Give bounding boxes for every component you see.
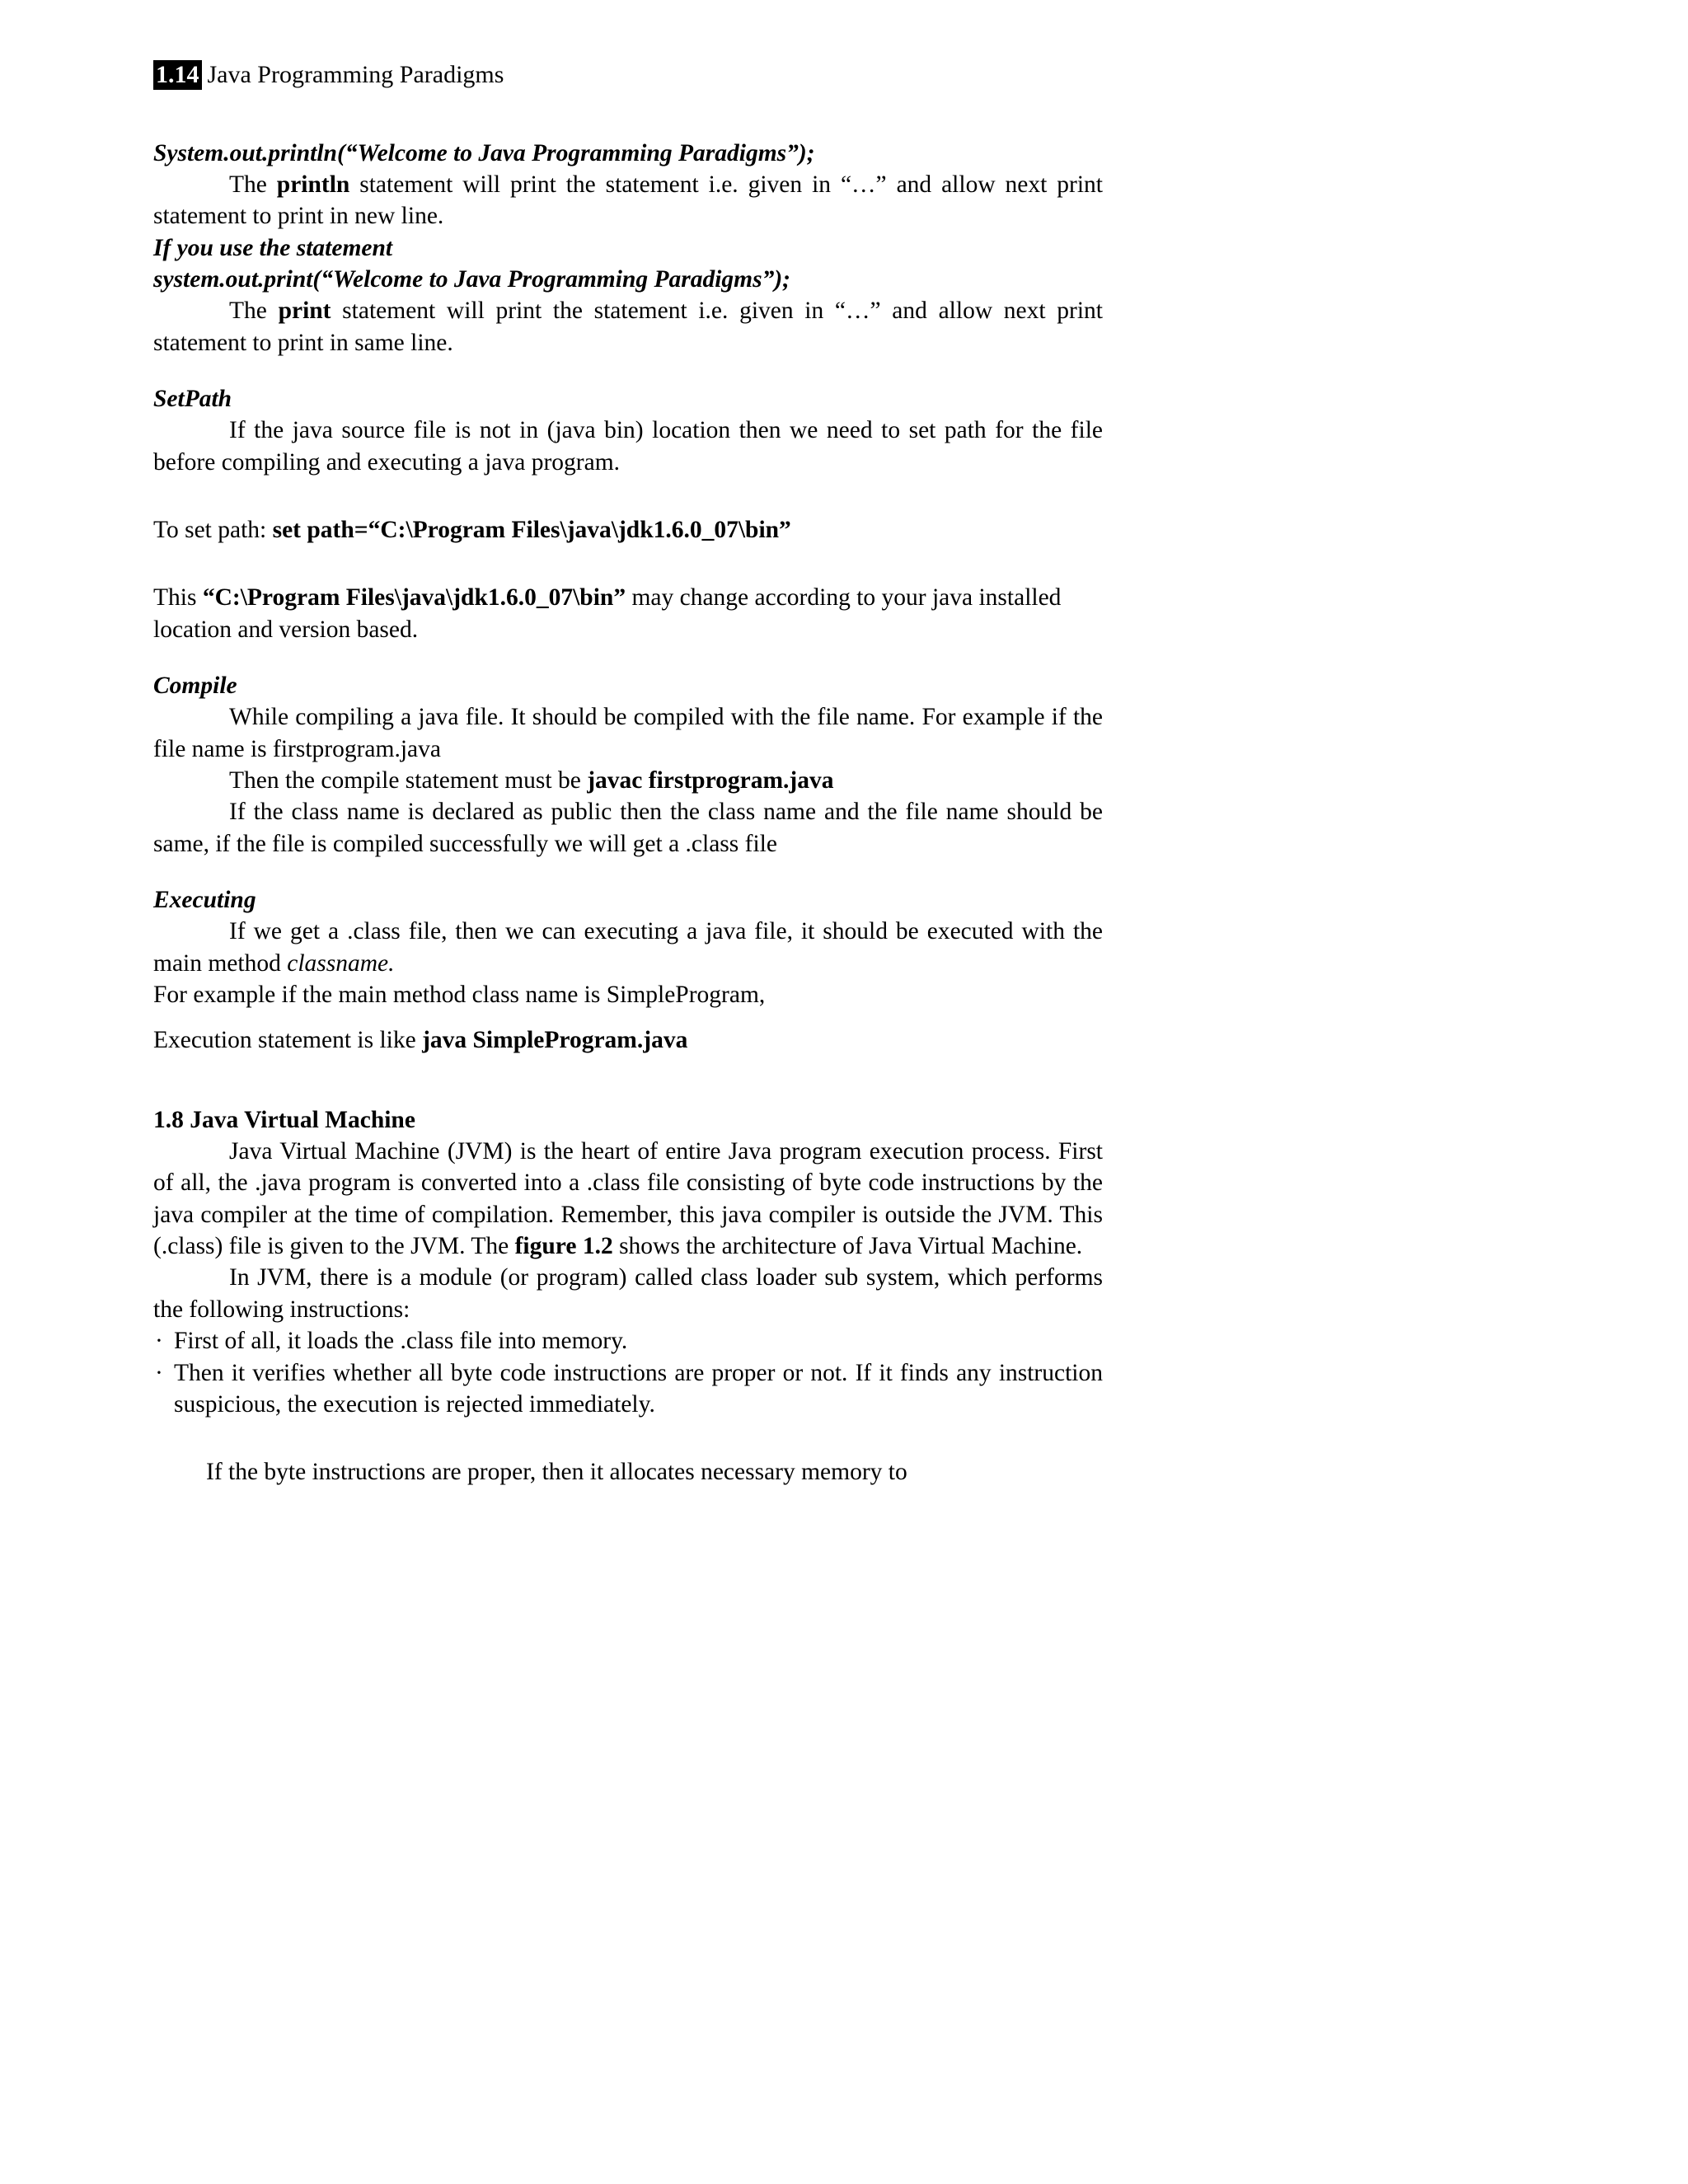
setpath-note-post: may change according to your java installed location and version based. xyxy=(153,584,1062,643)
executing-heading: Executing xyxy=(153,887,256,914)
setpath-note-path: “C:\Program Files\java\jdk1.6.0_07\bin” xyxy=(202,584,626,612)
print-intro-line: If you use the statement xyxy=(153,234,393,261)
print-code-line: system.out.print(“Welcome to Java Programming Paradigms”); xyxy=(153,265,790,293)
jvm-para-3-text: If the byte instructions are proper, then it allocates necessary memory to xyxy=(206,1459,907,1486)
compile-para-1-text: While compiling a java file. It should be compiled with the file name. For example if the file name is firstprogram.java xyxy=(153,704,1103,762)
setpath-heading: SetPath xyxy=(153,385,232,412)
jvm-para-1-b: shows the architecture of Java Virtual Machine. xyxy=(612,1233,1083,1260)
compile-para-3 xyxy=(153,796,1103,860)
setpath-body-text: If the java source file is not in (java bin) location then we need to set path for the file before compiling and executing a java program. xyxy=(153,417,1103,476)
print-explanation-post: statement will print the statement i.e. given in “…” and allow next print statement to print in same line. xyxy=(153,298,1103,356)
jvm-para-2 xyxy=(153,1262,1103,1325)
setpath-note-pre: This xyxy=(153,584,203,612)
bullet-dot-icon: · xyxy=(155,1328,163,1355)
compile-para-3-text: If the class name is declared as public then the class name and the file name should be same, if the file is compiled successfully we will get a .class file xyxy=(153,799,1103,857)
list-item-text: First of all, it loads the .class file into memory. xyxy=(174,1328,628,1355)
running-head-number: 1.14 xyxy=(153,60,202,90)
jvm-para-1 xyxy=(153,1136,1103,1262)
javac-command: javac firstprogram.java xyxy=(587,767,834,794)
println-code-line: System.out.println(“Welcome to Java Programming Paradigms”); xyxy=(153,139,815,166)
running-head xyxy=(153,61,1103,90)
executing-para-3 xyxy=(153,1024,1103,1056)
setpath-body xyxy=(153,415,1103,478)
println-explanation xyxy=(153,169,1103,232)
list-item-text: Then it verifies whether all byte code instructions are proper or not. If it finds any instruction suspicious, the execution is rejected immediately. xyxy=(174,1359,1103,1418)
page-content xyxy=(153,61,1103,1488)
jvm-para-3 xyxy=(153,1456,1103,1488)
setpath-note xyxy=(153,582,1103,645)
java-run-command: java SimpleProgram.java xyxy=(422,1027,688,1054)
println-keyword: println xyxy=(276,171,350,198)
to-set-path-label: To set path: xyxy=(153,516,273,543)
println-explanation-post: statement will print the statement i.e. given in “…” and allow next print statement to print in new line. xyxy=(153,171,1103,230)
classname-italic: classname. xyxy=(287,949,395,977)
class-loader-bullet-list xyxy=(153,1325,1103,1420)
running-head-title: Java Programming Paradigms xyxy=(207,61,504,88)
compile-para-1 xyxy=(153,701,1103,765)
jvm-para-2-text: In JVM, there is a module (or program) called class loader sub system, which performs the following instructions: xyxy=(153,1264,1103,1323)
bullet-dot-icon: · xyxy=(155,1359,163,1386)
print-explanation xyxy=(153,295,1103,359)
to-set-path-line xyxy=(153,514,1103,546)
list-item xyxy=(153,1325,1103,1357)
print-explanation-pre: The xyxy=(229,298,279,325)
executing-para-2: For example if the main method class name is SimpleProgram, xyxy=(153,982,766,1009)
print-keyword: print xyxy=(278,298,331,325)
println-explanation-pre: The xyxy=(229,171,277,198)
to-set-path-value: set path=“C:\Program Files\java\jdk1.6.0_07\bin” xyxy=(272,516,791,543)
executing-para-3-pre: Execution statement is like xyxy=(153,1027,423,1054)
compile-heading: Compile xyxy=(153,672,237,699)
executing-para-1-pre: If we get a .class file, then we can executing a java file, it should be executed with the main method xyxy=(153,918,1103,977)
jvm-heading: 1.8 Java Virtual Machine xyxy=(153,1106,415,1133)
jvm-para-1-a: Java Virtual Machine (JVM) is the heart of entire Java program execution process. First of all, the .java program is converted into a .class file consisting of byte code instructions by the java compiler at the time of compilation. Remember, this java compiler is outside the JVM. This (.class) file is given to the JVM. The xyxy=(153,1138,1103,1260)
compile-para-2-pre: Then the compile statement must be xyxy=(229,767,588,794)
list-item xyxy=(153,1357,1103,1421)
compile-para-2 xyxy=(153,765,1103,796)
figure-reference: figure 1.2 xyxy=(514,1233,613,1260)
executing-para-1 xyxy=(153,916,1103,979)
